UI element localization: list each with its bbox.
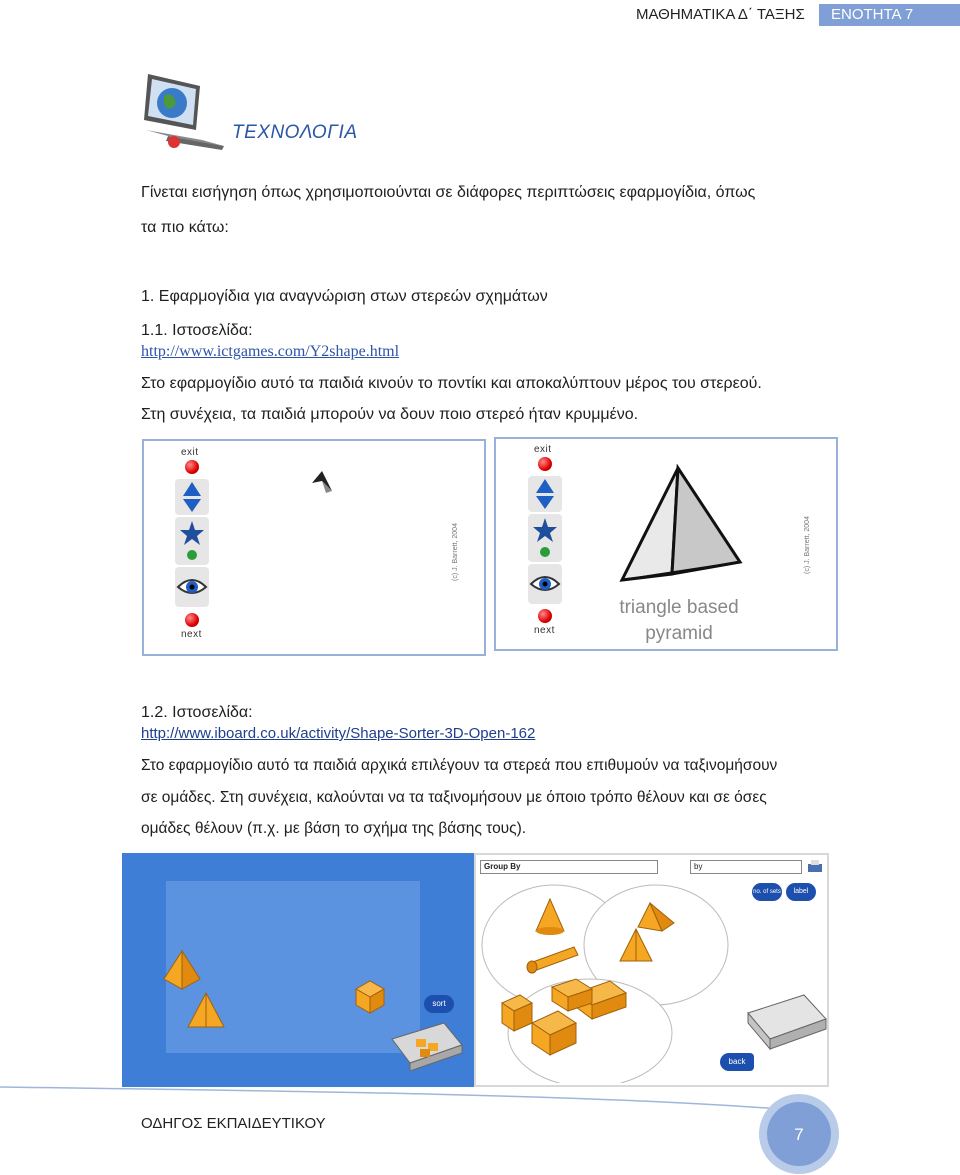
website-link-2[interactable]: http://www.iboard.co.uk/activity/Shape-Sorter-3D-Open-162 <box>141 725 536 742</box>
eye-button[interactable] <box>528 564 562 604</box>
star-icon <box>175 517 209 565</box>
exit-label: exit <box>534 444 552 455</box>
square-pyramid-shape[interactable] <box>162 949 202 991</box>
description-1-line-1: Στο εφαρμογίδιο αυτό τα παιδιά κινούν το ποντίκι και αποκαλύπτουν μέρος του στερεού. <box>141 375 762 392</box>
exit-button[interactable] <box>538 457 552 471</box>
description-2-line-3: ομάδες θέλουν (π.χ. με βάση το σχήμα της βάσης τους). <box>141 820 527 837</box>
computer-globe-icon <box>138 70 228 154</box>
next-label: next <box>181 629 202 640</box>
footer-title: ΟΔΗΓΟΣ ΕΚΠΑΙΔΕΥΤΙΚΟΥ <box>141 1115 326 1132</box>
sort-tray-icon[interactable] <box>390 1017 464 1071</box>
shape-selection-area <box>122 853 474 1087</box>
shape-tools-button[interactable] <box>175 517 209 565</box>
up-down-arrows-icon <box>528 476 562 512</box>
exit-button[interactable] <box>185 460 199 474</box>
label-button[interactable]: label <box>786 883 816 901</box>
group-by-field[interactable]: Group By <box>480 860 658 874</box>
description-2-line-1: Στο εφαρμογίδιο αυτό τα παιδιά αρχικά επιλέγουν τα στερεά που επιθυμούν να ταξινομήσουν <box>141 757 778 774</box>
revealed-shape-fragment <box>308 467 336 497</box>
sort-button[interactable]: sort <box>424 995 454 1013</box>
shape-reveal-screenshot-hidden <box>142 439 486 656</box>
by-field[interactable]: by <box>690 860 802 874</box>
page-number: 7 <box>794 1125 804 1144</box>
shape-tools-button[interactable] <box>528 514 562 562</box>
eye-icon <box>528 564 562 604</box>
description-2-line-2: σε ομάδες. Στη συνέχεια, καλούνται να τα ταξινομήσουν με όποιο τρόπο θέλουν και σε όσες <box>141 789 767 806</box>
eye-icon <box>175 567 209 607</box>
shape-reveal-screenshot-revealed <box>494 437 838 651</box>
back-button[interactable]: back <box>720 1053 754 1071</box>
shape-sorter-screenshot <box>122 853 829 1087</box>
copyright-text: (c) J. Barrett, 2004 <box>452 523 459 581</box>
intro-line-1: Γίνεται εισήγηση όπως χρησιμοποιούνται σε διάφορες περιπτώσεις εφαρμογίδια, όπως <box>141 184 756 201</box>
header-unit-badge: ΕΝΟΤΗΤΑ 7 <box>819 4 960 26</box>
next-label: next <box>534 625 555 636</box>
scroll-arrows-button[interactable] <box>528 476 562 512</box>
up-down-arrows-icon <box>175 479 209 515</box>
next-button[interactable] <box>185 613 199 627</box>
sorting-sets-diagram <box>480 883 730 1083</box>
star-icon <box>528 514 562 562</box>
printer-icon[interactable] <box>806 859 824 875</box>
exit-label: exit <box>181 447 199 458</box>
triangular-pyramid-shape[interactable] <box>186 991 226 1031</box>
website-label-2: 1.2. Ιστοσελίδα: <box>141 704 253 721</box>
eye-button[interactable] <box>175 567 209 607</box>
item-heading: 1. Εφαρμογίδια για αναγνώριση στων στερεών σχημάτων <box>141 288 548 305</box>
shape-caption <box>594 595 764 647</box>
section-title: ΤΕΧΝΟΛΟΓΙΑ <box>232 122 358 143</box>
copyright-text: (c) J. Barrett, 2004 <box>804 516 811 574</box>
caption-line-1: triangle based <box>619 597 739 618</box>
cube-shape[interactable] <box>352 979 388 1015</box>
sorting-area <box>474 853 829 1087</box>
scroll-arrows-button[interactable] <box>175 479 209 515</box>
number-of-sets-button[interactable]: no. of sets <box>752 883 782 901</box>
triangle-based-pyramid <box>616 464 746 586</box>
website-link-1[interactable]: http://www.ictgames.com/Y2shape.html <box>141 343 400 360</box>
website-label-1: 1.1. Ιστοσελίδα: <box>141 322 253 339</box>
intro-line-2: τα πιο κάτω: <box>141 219 229 236</box>
header-subject: ΜΑΘΗΜΑΤΙΚΑ Δ΄ ΤΑΞΗΣ <box>636 6 805 23</box>
description-1-line-2: Στη συνέχεια, τα παιδιά μπορούν να δουν ποιο στερεό ήταν κρυμμένο. <box>141 406 639 423</box>
caption-line-2: pyramid <box>645 623 713 644</box>
empty-tray-icon <box>746 991 828 1053</box>
next-button[interactable] <box>538 609 552 623</box>
